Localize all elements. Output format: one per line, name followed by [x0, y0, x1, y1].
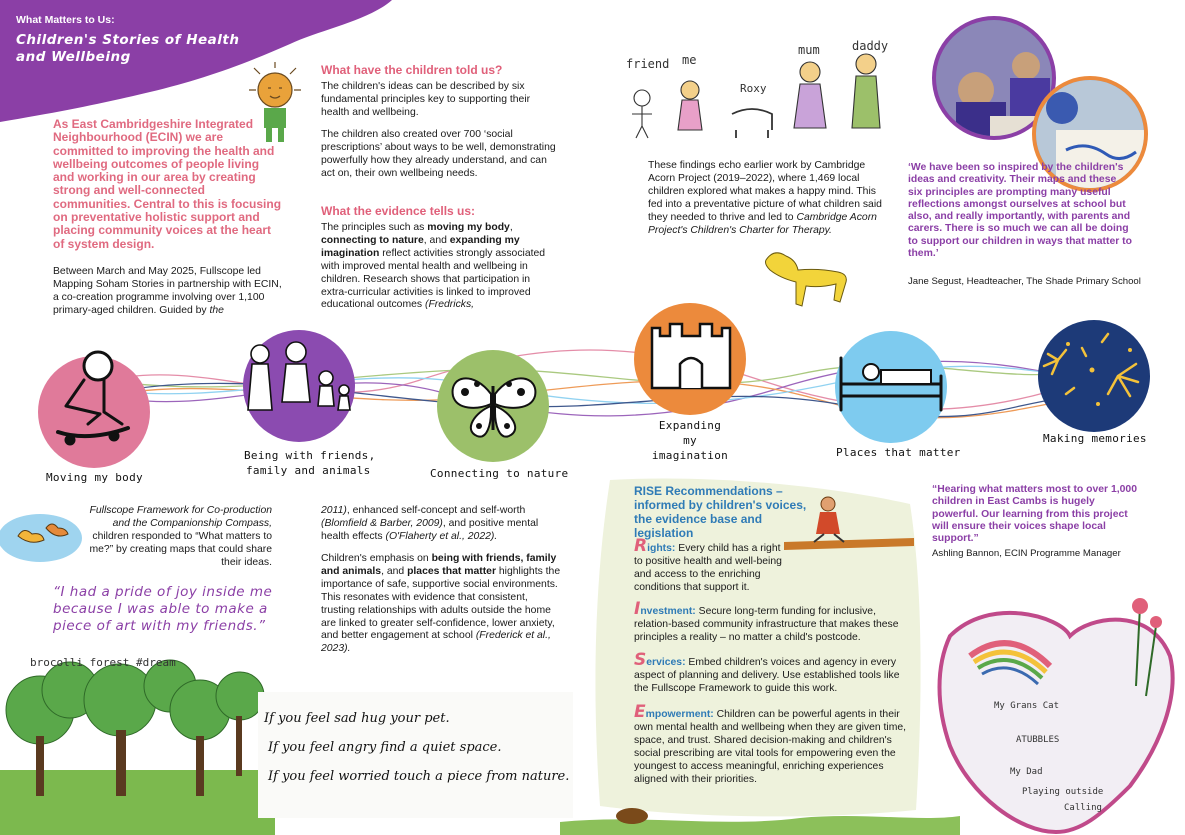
bottom-grass	[560, 800, 960, 835]
rise-key-empowerment: mpowerment:	[645, 709, 714, 720]
relationships-text-d: highlights the importance of safe, supportive social environments. This resonates with evidence that consistent, trusting relationships with adults outside the home are linked to greater self-confidence, lower anxiety, and better engagement at school	[321, 565, 561, 642]
heart-map-drawing	[930, 596, 1185, 835]
castle-icon	[648, 318, 734, 390]
evidence-cont-citation1: 2011)	[321, 505, 347, 516]
map-label-calling: Calling	[1064, 803, 1102, 813]
evidence-cont-citation3: (O'Flaherty et al., 2022).	[385, 530, 498, 542]
bed-icon	[837, 354, 949, 414]
broccoli-forest-drawing	[0, 640, 275, 835]
map-label-my-dad: My Dad	[1010, 767, 1043, 777]
rise-key-rights: ights:	[647, 543, 676, 554]
rise-letter-i: I	[634, 599, 641, 619]
para-evidence-cont	[321, 505, 561, 544]
rise-key-investment: nvestment:	[640, 606, 696, 617]
heading-children-told: What have the children told us?	[321, 63, 503, 77]
evidence-cont-text-a: , enhanced self-concept and self-worth	[346, 505, 526, 516]
drawing-label-me: me	[682, 53, 697, 67]
principle-label-imagination-line1: Expanding my	[658, 419, 722, 447]
principles-ribbon	[0, 330, 1185, 460]
handwritten-prescriptions	[258, 692, 573, 818]
evidence-text-a: The principles such as	[321, 222, 428, 233]
para-acorn	[648, 160, 884, 237]
relationships-citation: (Frederick et al., 2023).	[321, 630, 551, 655]
ducks-drawing	[0, 498, 88, 568]
evidence-text-c: ,	[509, 222, 513, 233]
relationships-text-a: Children's emphasis on	[321, 553, 432, 564]
principle-label-memories: Making memories	[1043, 432, 1147, 445]
map-label-atubbles: ATUBBLES	[1016, 735, 1060, 745]
principle-label-friends-line1: Being with friends,	[244, 449, 376, 462]
framework-italic: Fullscope Framework for Co-production and the Companionship Compass,	[89, 505, 272, 529]
evidence-text-d: , and	[423, 234, 450, 246]
evidence-cont-text-b: , and positive mental health effects	[321, 517, 539, 542]
drawing-label-daddy: daddy	[852, 39, 889, 53]
framework-text	[84, 505, 272, 570]
intro-body-text: Between March and May 2025, Fullscope led Mapping Soham Stories in partnership with ECIN, a co-creation programme involving over 1,100 primary-aged children. Guided by	[53, 266, 282, 316]
handwritten-line1: If you feel sad hug your pet.	[264, 711, 450, 726]
evidence-bold-nature: connecting to nature	[321, 234, 424, 246]
acorn-charter: Cambridge Acorn Project's Children's Charter for Therapy.	[648, 211, 877, 236]
relationships-bold-friends: being with friends, family and animals	[321, 553, 557, 577]
family-drawing	[622, 34, 912, 144]
programme-manager-quote: “Hearing what matters most to over 1,000 children in East Cambs is hugely powerful. Our learning from this project will ensure their voices shape local support.”	[932, 484, 1137, 545]
handwritten-line2: If you feel angry find a quiet space.	[268, 740, 502, 755]
rise-key-services: ervices:	[646, 657, 686, 668]
para-evidence	[321, 222, 556, 312]
rise-text-services: Embed children's voices and agency in every aspect of planning and delivery. Use established tools like the Fullscope Framework to guide this work.	[634, 657, 900, 694]
evidence-text-e: reflect activities strongly associated with improved mental health and wellbeing in children. Research shows that participation in extra-curricular activities is linked to improved educational outcomes	[321, 247, 546, 311]
rise-heading: RISE Recommendations – informed by children's voices, the evidence base and legislation	[634, 484, 807, 540]
evidence-citation: (Fredricks,	[424, 299, 475, 311]
headteacher-author: Jane Segust, Headteacher, The Shade Primary School	[908, 276, 1141, 287]
page-title	[16, 32, 239, 66]
handwritten-line3: If you feel worried touch a piece from nature.	[268, 769, 570, 784]
rise-letter-r: R	[634, 536, 648, 556]
heading-evidence: What the evidence tells us:	[321, 204, 476, 218]
intro-lead: As East Cambridgeshire Integrated Neighbourhood (ECIN) we are committed to improving the health and wellbeing outcomes of people living and working in our area by creating strong and well-connected communities. Central to this is focusing on preventative holistic support and placing community voices at the heart of system design.	[53, 117, 282, 251]
principle-label-imagination-line2: imagination	[651, 449, 729, 462]
rise-text-rights: Every child has a right to positive health and well-being and access to the enriching conditions that support it.	[634, 543, 782, 593]
principle-label-friends	[244, 448, 376, 478]
yellow-dog-drawing	[760, 246, 852, 308]
principle-label-friends-line2: family and animals	[246, 464, 371, 477]
drawing-label-friend: friend	[626, 57, 670, 71]
map-label-grans-cat: My Grans Cat	[994, 701, 1060, 711]
broccoli-forest-label: brocolli forest #dream	[30, 656, 176, 669]
rise-text-empowerment: Children can be powerful agents in their own mental health and wellbeing when they are given time, space, and trust. Shared decision-making and children's social prescribing are vital tools for empowering even the youngest to access meaningful, enriching experiences aligned with their priorities.	[634, 709, 907, 785]
relationships-bold-places: places that matter	[407, 565, 496, 577]
principle-label-places: Places that matter	[836, 446, 961, 459]
intro-body	[53, 266, 288, 318]
evidence-bold-imagination: expanding my imagination	[321, 234, 520, 259]
programme-manager-author: Ashling Bannon, ECIN Programme Manager	[932, 548, 1121, 559]
principle-label-imagination	[650, 418, 730, 463]
rise-letter-s: S	[634, 650, 647, 670]
rise-text-investment: Secure long-term funding for inclusive, relation-based community infrastructure that makes these principles a reality – no matter a child's postcode.	[634, 606, 899, 643]
headteacher-quote: ‘We have been so inspired by the children's ideas and creativity. Their maps and these six principles are prompting many useful reflections amongst ourselves at school but also, and really importantly, with parents and carers. There is so much we can all be doing to support our children in ways that matter to them.’	[908, 162, 1132, 260]
framework-rest: children responded to “What matters to me?” by creating maps that could share their ideas.	[89, 530, 272, 568]
page-title-line2: and Wellbeing	[16, 49, 131, 65]
child-quote: “I had a pride of joy inside me because I was able to make a piece of art with my friends.”	[53, 584, 273, 634]
header-kicker: What Matters to Us:	[16, 14, 115, 26]
rise-item-investment	[634, 599, 910, 645]
intro-body-italic: the	[209, 304, 224, 316]
relationships-text-c: , and	[381, 565, 408, 577]
map-label-playing: Playing outside	[1022, 787, 1104, 797]
para-prescriptions: The children also created over 700 ‘social prescriptions’ about ways to be well, demonstrating powerfully how they already understand, and can act on, their own wellbeing needs.	[321, 129, 556, 179]
rise-item-empowerment	[634, 702, 910, 786]
drawing-label-mum: mum	[798, 43, 820, 57]
principle-label-nature: Connecting to nature	[430, 467, 569, 480]
skateboard-child-icon	[44, 344, 140, 448]
para-principles: The children's ideas can be described by six fundamental principles key to supporting their health and wellbeing.	[321, 81, 531, 118]
acorn-text: These findings echo earlier work by Cambridge Acorn Project (2019–2022), where 1,469 local children explored what makes a happy mind. This fed into a preventative picture of what children said they needed to thrive and led to	[648, 160, 882, 223]
gymnast-drawing	[784, 494, 914, 558]
butterfly-icon	[443, 370, 543, 442]
principle-label-moving: Moving my body	[46, 471, 143, 484]
drawing-label-roxy: Roxy	[740, 82, 767, 95]
rise-item-services	[634, 650, 910, 696]
rise-letter-e: E	[634, 702, 646, 722]
family-icon	[246, 340, 356, 430]
para-relationships	[321, 553, 561, 656]
evidence-cont-citation2: (Blomfield & Barber, 2009)	[321, 517, 443, 529]
fireworks-icon	[1038, 320, 1150, 432]
evidence-bold-moving: moving my body	[427, 222, 510, 233]
rise-item-rights	[634, 536, 784, 595]
page-title-line1: Children's Stories of Health	[16, 32, 240, 48]
